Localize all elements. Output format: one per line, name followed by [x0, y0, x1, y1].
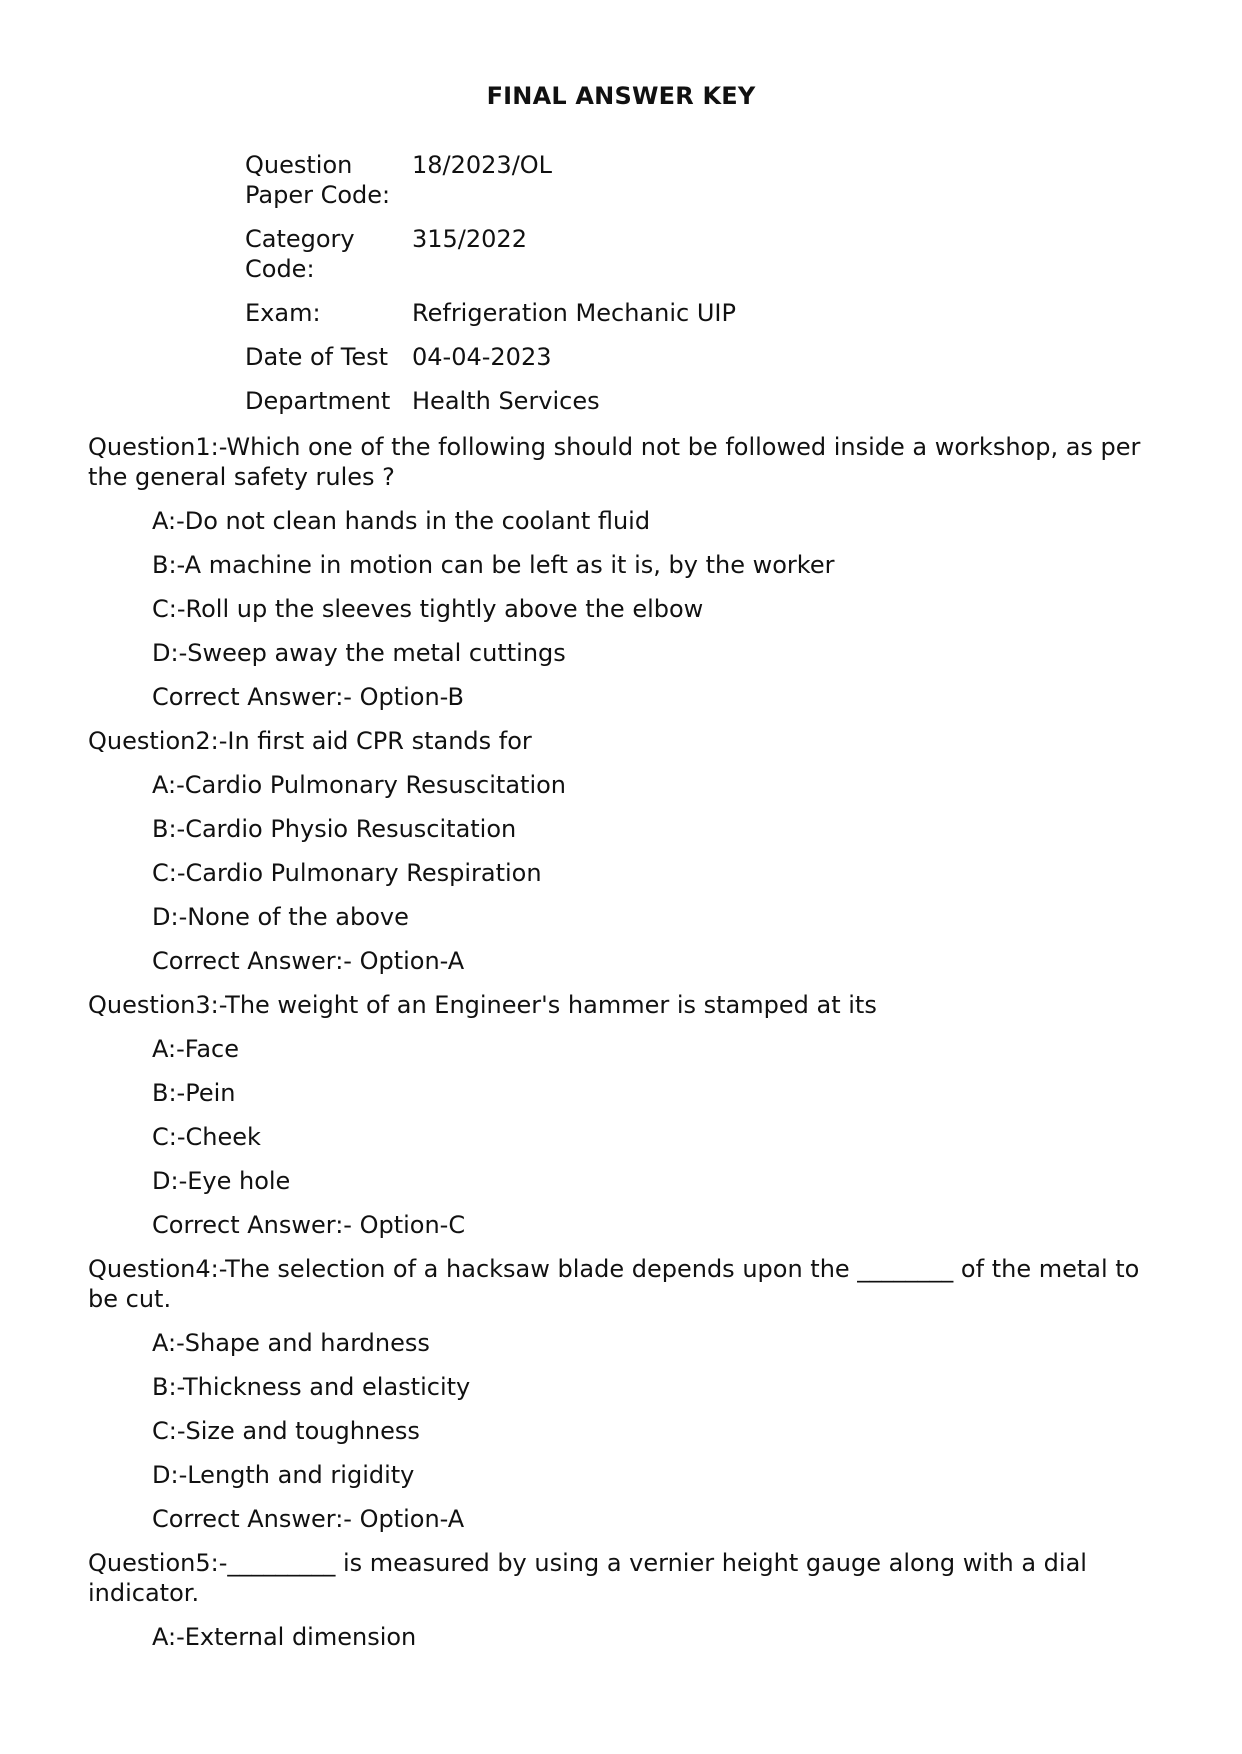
meta-value: 04-04-2023 [412, 343, 552, 371]
meta-value: Refrigeration Mechanic UIP [412, 299, 736, 327]
option-d: D:-Length and rigidity [152, 1461, 415, 1489]
option-a: A:-External dimension [152, 1623, 417, 1651]
question-4 [88, 1254, 1168, 1534]
question-3 [88, 990, 1168, 1240]
meta-label: Date of Test [245, 343, 389, 371]
meta-label: Question Paper Code: [245, 151, 391, 209]
correct-answer: Correct Answer:- Option-A [152, 947, 465, 975]
meta-row-paper-code [245, 150, 736, 224]
meta-row-category-code [245, 224, 736, 298]
option-d: D:-Eye hole [152, 1167, 291, 1195]
question-text: Question3:-The weight of an Engineer's hammer is stamped at its [88, 991, 877, 1019]
questions-list [88, 432, 1168, 1652]
option-c: C:-Cheek [152, 1123, 261, 1151]
meta-value: Health Services [412, 387, 600, 415]
option-a: A:-Face [152, 1035, 240, 1063]
correct-answer: Correct Answer:- Option-C [152, 1211, 466, 1239]
meta-row-exam [245, 298, 736, 342]
meta-value: 315/2022 [412, 225, 527, 253]
question-2 [88, 726, 1168, 976]
question-5 [88, 1548, 1168, 1652]
meta-label: Department [245, 387, 391, 415]
option-c: C:-Roll up the sleeves tightly above the elbow [152, 595, 704, 623]
option-a: A:-Cardio Pulmonary Resuscitation [152, 771, 567, 799]
meta-label: Exam: [245, 299, 321, 327]
question-text: Question2:-In first aid CPR stands for [88, 727, 532, 755]
option-b: B:-A machine in motion can be left as it is, by the worker [152, 551, 835, 579]
document-title: FINAL ANSWER KEY [486, 82, 756, 110]
correct-answer: Correct Answer:- Option-B [152, 683, 464, 711]
option-d: D:-Sweep away the metal cuttings [152, 639, 566, 667]
meta-row-department [245, 386, 736, 430]
correct-answer: Correct Answer:- Option-A [152, 1505, 465, 1533]
question-text: Question5:-_________ is measured by using a vernier height gauge along with a dial indicator. [88, 1549, 1087, 1607]
meta-row-date [245, 342, 736, 386]
option-b: B:-Pein [152, 1079, 236, 1107]
option-a: A:-Shape and hardness [152, 1329, 430, 1357]
option-d: D:-None of the above [152, 903, 409, 931]
exam-details-table [245, 150, 736, 430]
option-b: B:-Cardio Physio Resuscitation [152, 815, 517, 843]
meta-value: 18/2023/OL [412, 151, 553, 179]
option-c: C:-Size and toughness [152, 1417, 420, 1445]
option-a: A:-Do not clean hands in the coolant fluid [152, 507, 651, 535]
option-c: C:-Cardio Pulmonary Respiration [152, 859, 542, 887]
question-1 [88, 432, 1168, 712]
option-b: B:-Thickness and elasticity [152, 1373, 471, 1401]
question-text: Question4:-The selection of a hacksaw blade depends upon the ________ of the metal to be cut. [88, 1255, 1140, 1313]
meta-label: Category Code: [245, 225, 355, 283]
question-text: Question1:-Which one of the following should not be followed inside a workshop, as per the general safety rules ? [88, 433, 1141, 491]
